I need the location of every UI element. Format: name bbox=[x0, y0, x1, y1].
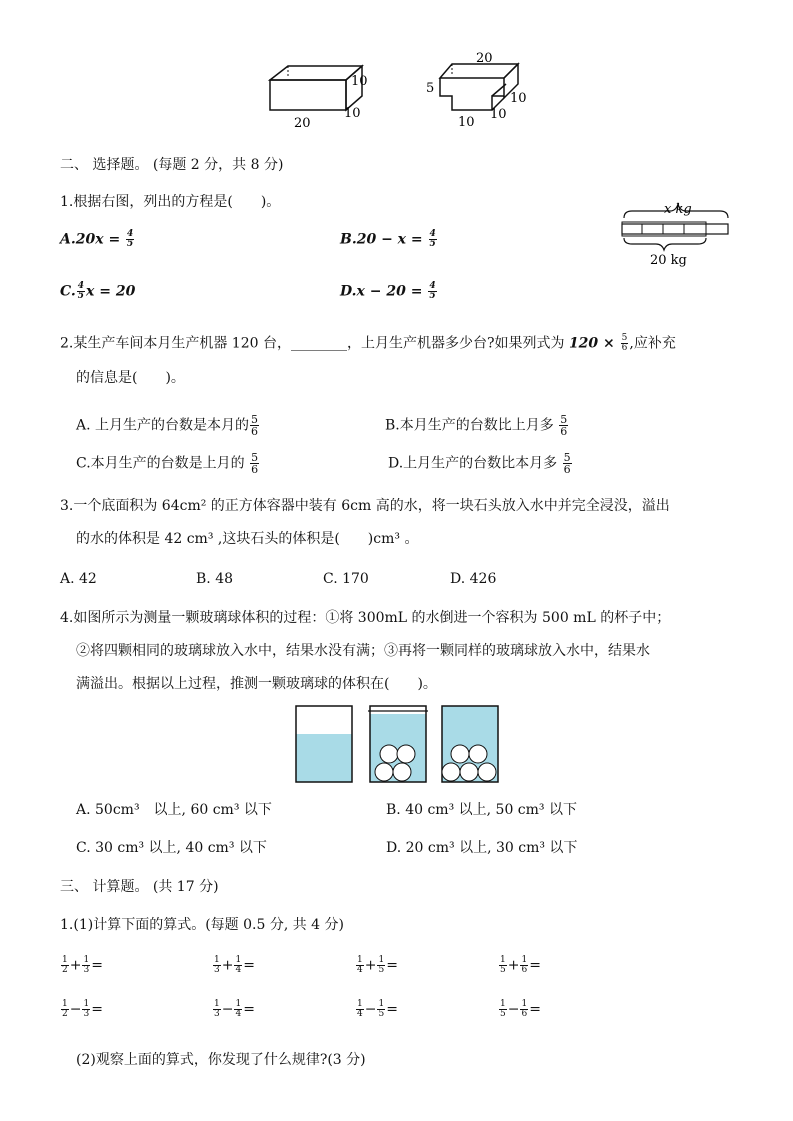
q1-option-b: B.20 − x = $\frac{4}{5}$ bbox=[340, 229, 436, 249]
bar-bottom-label: 20 kg bbox=[650, 253, 687, 268]
q2-option-c: C.本月生产的台数是上月的 $\frac{5}{6}$ bbox=[76, 451, 259, 476]
q4-stem-line-1: 4.如图所示为测量一颗玻璃球体积的过程：①将 300mL 的水倒进一个容积为 500 mL 的杯子中； bbox=[60, 610, 671, 626]
section-3-heading: 三、 计算题。 (共 17 分) bbox=[60, 879, 219, 895]
q4-option-b: B. 40 cm³ 以上, 50 cm³ 以下 bbox=[386, 802, 577, 818]
q4-option-d: D. 20 cm³ 以上, 30 cm³ 以下 bbox=[386, 840, 578, 856]
calc-expression: $\frac{1}{4}$ − $\frac{1}{5}$ = bbox=[357, 999, 398, 1019]
q3-option-d: D. 426 bbox=[450, 571, 497, 587]
q1-option-c: C. $\frac{4}{5}$ x = 20 bbox=[60, 281, 136, 301]
solid-bottom-right-label: 10 bbox=[490, 107, 507, 122]
q3-option-c: C. 170 bbox=[323, 571, 369, 587]
q2-option-b: B.本月生产的台数比上月多 $\frac{5}{6}$ bbox=[385, 413, 568, 438]
q2-option-a: A. 上月生产的台数是本月的 $\frac{5}{6}$ bbox=[76, 413, 259, 438]
cuboid-figure bbox=[262, 58, 382, 130]
q1-stem: 1.根据右图，列出的方程是( )。 bbox=[60, 194, 281, 210]
cuboid-side-label: 10 bbox=[344, 106, 361, 121]
q3-option-a: A. 42 bbox=[60, 571, 97, 587]
bar-top-label: x kg bbox=[664, 202, 692, 217]
q3-stem-line-2: 的水的体积是 42 cm³ ,这块石头的体积是( )cm³ 。 bbox=[76, 531, 419, 547]
q5-sub2: (2)观察上面的算式，你发现了什么规律?(3 分) bbox=[76, 1052, 366, 1068]
cuboid-width-label: 20 bbox=[294, 116, 311, 130]
stepped-solid-figure bbox=[422, 50, 534, 130]
solid-bottom-left-label: 10 bbox=[458, 115, 475, 130]
cuboid-height-label: 10 bbox=[351, 74, 368, 89]
calc-expression: $\frac{1}{5}$ + $\frac{1}{6}$ = bbox=[500, 955, 541, 975]
q2-stem: 2.某生产车间本月生产机器 120 台，________，上月生产机器多少台?如果列式为 120 × $\frac{5}{6}$ ,应补充 bbox=[60, 333, 676, 353]
q4-option-a: A. 50cm³ 以上, 60 cm³ 以下 bbox=[76, 802, 272, 818]
solid-left-label: 5 bbox=[426, 81, 435, 96]
bar-model-figure bbox=[618, 196, 736, 272]
solid-right-label: 10 bbox=[510, 91, 527, 106]
calc-expression: $\frac{1}{4}$ + $\frac{1}{5}$ = bbox=[357, 955, 398, 975]
q5-stem: 1.(1)计算下面的算式。(每题 0.5 分, 共 4 分) bbox=[60, 917, 344, 933]
q3-stem-line-1: 3.一个底面积为 64cm² 的正方体容器中装有 6cm 高的水，将一块石头放入水中并完全浸没，溢出 bbox=[60, 498, 670, 514]
q2-option-d: D.上月生产的台数比本月多 $\frac{5}{6}$ bbox=[388, 451, 571, 476]
q4-stem-line-3: 满溢出。根据以上过程，推测一颗玻璃球的体积在( )。 bbox=[76, 676, 437, 692]
q1-option-a: A.20x = $\frac{4}{5}$ bbox=[60, 229, 134, 249]
glass-cups-figure bbox=[292, 702, 504, 786]
calc-expression: $\frac{1}{3}$ + $\frac{1}{4}$ = bbox=[214, 955, 255, 975]
calc-expression: $\frac{1}{2}$ − $\frac{1}{3}$ = bbox=[62, 999, 103, 1019]
q3-option-b: B. 48 bbox=[196, 571, 234, 587]
section-2-heading: 二、 选择题。 (每题 2 分，共 8 分) bbox=[60, 157, 284, 173]
calc-expression: $\frac{1}{3}$ − $\frac{1}{4}$ = bbox=[214, 999, 255, 1019]
q4-stem-line-2: ②将四颗相同的玻璃球放入水中，结果水没有满；③再将一颗同样的玻璃球放入水中，结果水 bbox=[76, 643, 650, 659]
calc-expression: $\frac{1}{5}$ − $\frac{1}{6}$ = bbox=[500, 999, 541, 1019]
q4-option-c: C. 30 cm³ 以上, 40 cm³ 以下 bbox=[76, 840, 267, 856]
calc-expression: $\frac{1}{2}$ + $\frac{1}{3}$ = bbox=[62, 955, 103, 975]
solid-top-label: 20 bbox=[476, 51, 493, 66]
q1-option-d: D.x − 20 = $\frac{4}{5}$ bbox=[340, 281, 436, 301]
cup-1-water bbox=[296, 734, 352, 782]
q2-stem-line-2: 的信息是( )。 bbox=[76, 370, 185, 386]
